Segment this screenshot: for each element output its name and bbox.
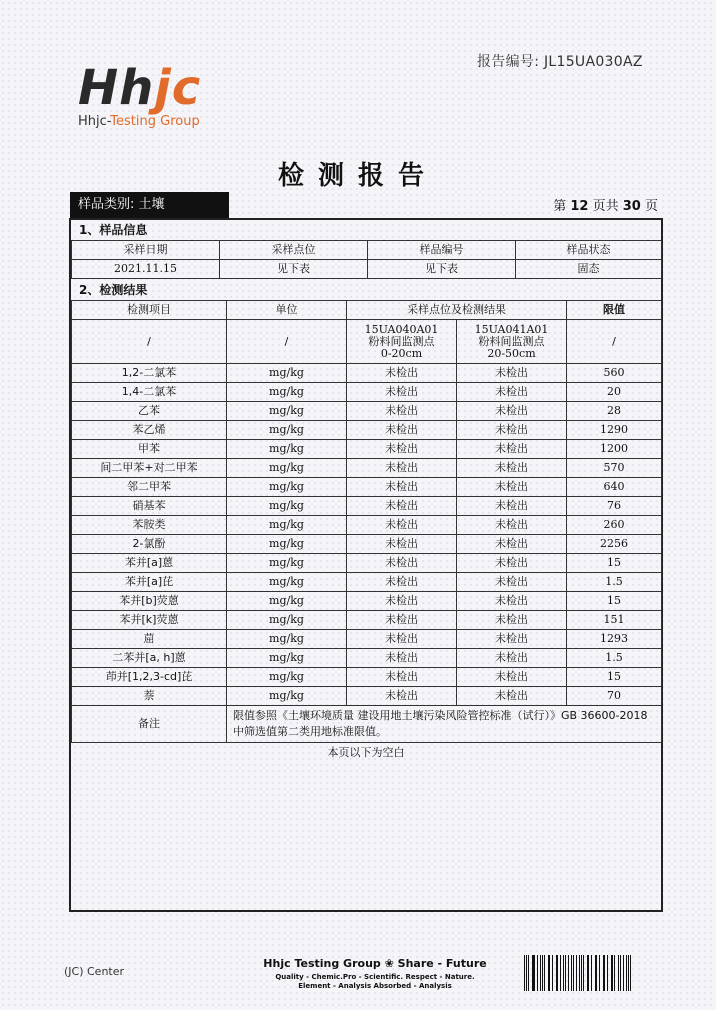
cell-r2: 未检出 [457, 478, 567, 497]
header-cell: 采样日期 [72, 241, 220, 260]
cell: 见下表 [368, 260, 516, 279]
cell-limit: 70 [567, 687, 662, 706]
cell-r2: 未检出 [457, 402, 567, 421]
cell-limit: 28 [567, 402, 662, 421]
cell-limit: 15 [567, 592, 662, 611]
cell-limit: 560 [567, 364, 662, 383]
barcode-bar [544, 955, 545, 991]
cell-r2: 未检出 [457, 497, 567, 516]
cell-item: 1,2-二氯苯 [72, 364, 227, 383]
logo-wordmark: Hhjc [78, 60, 202, 116]
barcode-bar [591, 955, 592, 991]
cell-limit: 1.5 [567, 649, 662, 668]
cell: 见下表 [220, 260, 368, 279]
header-cell: 样品状态 [516, 241, 662, 260]
cell-item: 苯并[a]芘 [72, 573, 227, 592]
cell-unit: mg/kg [227, 421, 347, 440]
cell-r2: 未检出 [457, 364, 567, 383]
blank-below-note: 本页以下为空白 [327, 746, 405, 759]
cell-unit: mg/kg [227, 535, 347, 554]
cell-unit: mg/kg [227, 497, 347, 516]
cell-r1: 未检出 [347, 668, 457, 687]
sampling-point-2: 15UA041A01 粉料间监测点 20-50cm [457, 320, 567, 364]
sample-category-label: 样品类别: 土壤 [70, 192, 229, 218]
note-row [72, 706, 662, 743]
cell-item: 乙苯 [72, 402, 227, 421]
note-label: 备注 [72, 706, 227, 743]
barcode-bar [565, 955, 566, 991]
sampling-point-row [72, 320, 662, 364]
cell-limit: 640 [567, 478, 662, 497]
cell-item: 硝基苯 [72, 497, 227, 516]
header-cell: 限值 [567, 301, 662, 320]
cell-item: 甲苯 [72, 440, 227, 459]
cell-item: 1,4-二氯苯 [72, 383, 227, 402]
cell-unit: mg/kg [227, 554, 347, 573]
cell-unit: mg/kg [227, 668, 347, 687]
cell-unit: mg/kg [227, 592, 347, 611]
note-text: 限值参照《土壤环境质量 建设用地土壤污染风险管控标准（试行）》GB 36600-2018 中筛选值第二类用地标准限值。 [227, 706, 662, 743]
cell-r1: 未检出 [347, 573, 457, 592]
cell-item: 苯胺类 [72, 516, 227, 535]
cell-limit: 2256 [567, 535, 662, 554]
cell-unit: mg/kg [227, 459, 347, 478]
cell-r2: 未检出 [457, 383, 567, 402]
cell-unit: mg/kg [227, 573, 347, 592]
table-header-row [72, 241, 662, 260]
cell-limit: 76 [567, 497, 662, 516]
section-results-title: 2、检测结果 [79, 283, 148, 297]
barcode-bar [532, 955, 533, 991]
cell-r2: 未检出 [457, 459, 567, 478]
cell-item: 茚并[1,2,3-cd]芘 [72, 668, 227, 687]
cell-r1: 未检出 [347, 687, 457, 706]
table-header-row [72, 301, 662, 320]
cell-item: 2-氯酚 [72, 535, 227, 554]
footer-line-1: Hhjc Testing Group ❀ Share - Future [263, 957, 487, 970]
table-row [72, 478, 662, 497]
barcode-bar [524, 955, 525, 991]
cell-r1: 未检出 [347, 402, 457, 421]
cell-limit: 1.5 [567, 573, 662, 592]
cell-r2: 未检出 [457, 516, 567, 535]
cell-item: 苯乙烯 [72, 421, 227, 440]
cell-item: 邻二甲苯 [72, 478, 227, 497]
barcode [524, 955, 634, 991]
cell-limit: 15 [567, 554, 662, 573]
table-row [72, 668, 662, 687]
header-cell: 采样点位及检测结果 [347, 301, 567, 320]
table-row [72, 364, 662, 383]
cell: / [567, 320, 662, 364]
cell-r1: 未检出 [347, 440, 457, 459]
cell-limit: 20 [567, 383, 662, 402]
table-row [72, 554, 662, 573]
barcode-bar [599, 955, 600, 991]
table-row [72, 459, 662, 478]
footer-line-2: Quality - Chemic.Pro - Scientific. Respect - Nature. [275, 973, 475, 981]
barcode-bar [614, 955, 615, 991]
cell-r2: 未检出 [457, 421, 567, 440]
cell-limit: 1293 [567, 630, 662, 649]
cell-r2: 未检出 [457, 592, 567, 611]
barcode-bar [607, 955, 608, 991]
barcode-bar [628, 955, 629, 991]
cell-r2: 未检出 [457, 554, 567, 573]
cell-unit: mg/kg [227, 478, 347, 497]
cell-r2: 未检出 [457, 687, 567, 706]
table-row [72, 440, 662, 459]
footer-slogan [240, 957, 510, 990]
cell-r2: 未检出 [457, 649, 567, 668]
header-cell: 采样点位 [220, 241, 368, 260]
barcode-bar [557, 955, 558, 991]
table-row [72, 611, 662, 630]
cell-r2: 未检出 [457, 573, 567, 592]
cell-r1: 未检出 [347, 383, 457, 402]
table-row [72, 592, 662, 611]
sampling-point-1: 15UA040A01 粉料间监测点 0-20cm [347, 320, 457, 364]
cell-item: 苯并[k]荧蒽 [72, 611, 227, 630]
cell-r1: 未检出 [347, 592, 457, 611]
cell-unit: mg/kg [227, 630, 347, 649]
cell-r1: 未检出 [347, 630, 457, 649]
cell-unit: mg/kg [227, 364, 347, 383]
table-row [72, 421, 662, 440]
cell-r2: 未检出 [457, 535, 567, 554]
cell: / [72, 320, 227, 364]
cell-limit: 570 [567, 459, 662, 478]
cell-r1: 未检出 [347, 478, 457, 497]
results-table [71, 300, 662, 743]
barcode-bar [620, 955, 621, 991]
barcode-bar [552, 955, 553, 991]
logo-subtitle: Hhjc-Testing Group [78, 114, 200, 129]
table-row [72, 383, 662, 402]
cell-r2: 未检出 [457, 630, 567, 649]
cell-r1: 未检出 [347, 611, 457, 630]
cell-unit: mg/kg [227, 516, 347, 535]
cell-r1: 未检出 [347, 421, 457, 440]
header-cell: 样品编号 [368, 241, 516, 260]
barcode-bar [533, 955, 534, 991]
cell-item: 䓛 [72, 630, 227, 649]
cell-limit: 1200 [567, 440, 662, 459]
table-row [72, 402, 662, 421]
cell-limit: 151 [567, 611, 662, 630]
table-row [72, 260, 662, 279]
cell-unit: mg/kg [227, 611, 347, 630]
cell-item: 苯并[a]蒽 [72, 554, 227, 573]
cell: 2021.11.15 [72, 260, 220, 279]
cell-unit: mg/kg [227, 440, 347, 459]
cell-limit: 260 [567, 516, 662, 535]
table-row [72, 573, 662, 592]
cell-item: 萘 [72, 687, 227, 706]
section-sample-info-title: 1、样品信息 [79, 223, 148, 237]
company-logo [78, 62, 201, 129]
cell-limit: 15 [567, 668, 662, 687]
cell-r1: 未检出 [347, 516, 457, 535]
footer-center-label: (JC) Center [64, 965, 125, 978]
cell-item: 苯并[b]荧蒽 [72, 592, 227, 611]
cell-item: 间二甲苯+对二甲苯 [72, 459, 227, 478]
cell-r1: 未检出 [347, 554, 457, 573]
table-row [72, 497, 662, 516]
table-row [72, 687, 662, 706]
cell-item: 二苯并[a, h]蒽 [72, 649, 227, 668]
table-row [72, 649, 662, 668]
cell-r1: 未检出 [347, 364, 457, 383]
header-cell: 检测项目 [72, 301, 227, 320]
barcode-bar [579, 955, 580, 991]
report-number: 报告编号: JL15UA030AZ [477, 54, 643, 70]
cell-r2: 未检出 [457, 611, 567, 630]
cell-unit: mg/kg [227, 649, 347, 668]
cell: / [227, 320, 347, 364]
cell-r1: 未检出 [347, 649, 457, 668]
barcode-bar [571, 955, 572, 991]
table-row [72, 516, 662, 535]
page-title: 检测报告 [277, 161, 438, 191]
cell-r1: 未检出 [347, 459, 457, 478]
cell-unit: mg/kg [227, 687, 347, 706]
cell-unit: mg/kg [227, 383, 347, 402]
cell-r2: 未检出 [457, 668, 567, 687]
header-cell: 单位 [227, 301, 347, 320]
table-row [72, 535, 662, 554]
cell-r1: 未检出 [347, 497, 457, 516]
table-row [72, 630, 662, 649]
cell-unit: mg/kg [227, 402, 347, 421]
cell-limit: 1290 [567, 421, 662, 440]
barcode-bar [588, 955, 589, 991]
cell-r1: 未检出 [347, 535, 457, 554]
cell: 固态 [516, 260, 662, 279]
cell-r2: 未检出 [457, 440, 567, 459]
sample-info-table [71, 240, 662, 279]
page-counter: 第 12 页共 30 页 [553, 199, 658, 214]
footer-line-3: Element - Analysis Absorbed - Analysis [298, 982, 452, 990]
